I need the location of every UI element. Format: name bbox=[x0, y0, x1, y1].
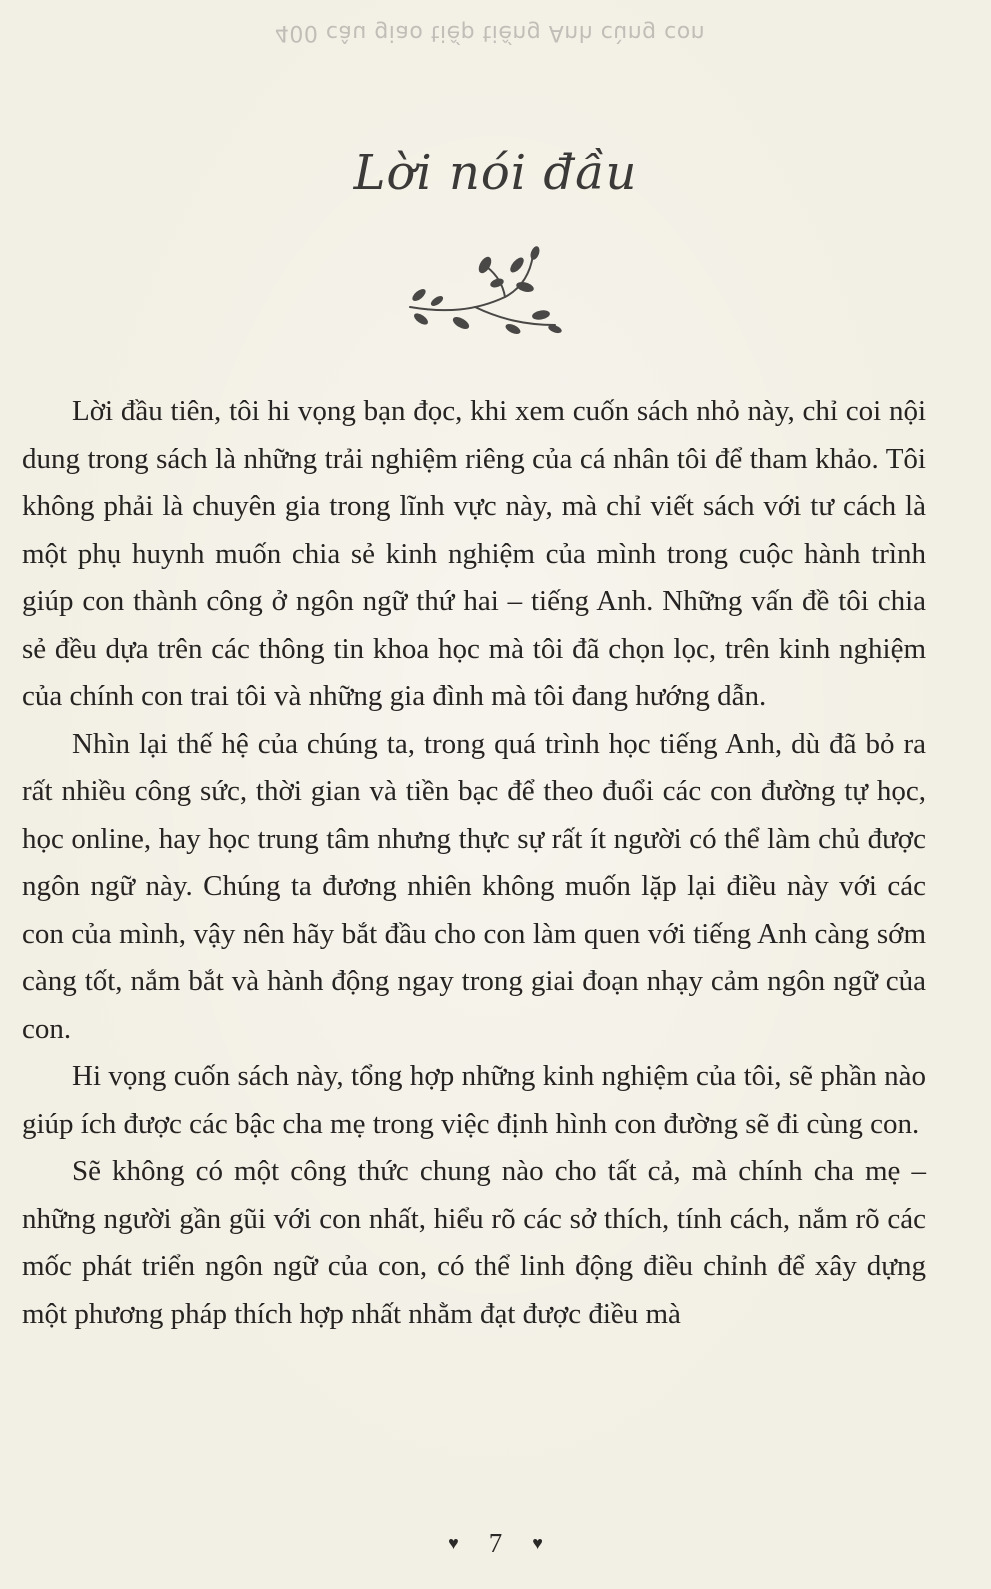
paragraph: Lời đầu tiên, tôi hi vọng bạn đọc, khi xem cuốn sách nhỏ này, chỉ coi nội dung trong sách là những trải nghiệm riêng của cá nhân tôi để tham khảo. Tôi không phải là chuyên gia trong lĩnh vực này, mà chỉ viết sách với tư cách là một phụ huynh muốn chia sẻ kinh nghiệm của mình trong cuộc hành trình giúp con thành công ở ngôn ngữ thứ hai – tiếng Anh. Những vấn đề tôi chia sẻ đều dựa trên các thông tin khoa học mà tôi đã chọn lọc, trên kinh nghiệm của chính con trai tôi và những gia đình mà tôi đang hướng dẫn. bbox=[22, 395, 926, 712]
heart-icon: ♥ bbox=[448, 1533, 459, 1554]
heart-icon: ♥ bbox=[532, 1533, 543, 1554]
leaf-branch-ornament-icon bbox=[405, 245, 565, 345]
paragraph: Nhìn lại thế hệ của chúng ta, trong quá trình học tiếng Anh, dù đã bỏ ra rất nhiều công sức, thời gian và tiền bạc để theo đuổi các con đường tự học, học online, hay học trung tâm nhưng thực sự rất ít người có thể làm chủ được ngôn ngữ này. Chúng ta đương nhiên không muốn lặp lại điều này với các con của mình, vậy nên hãy bắt đầu cho con làm quen với tiếng Anh càng sớm càng tốt, nắm bắt và hành động ngay trong giai đoạn nhạy cảm ngôn ngữ của con. bbox=[22, 727, 926, 1045]
page-title: Lời nói đầu bbox=[353, 145, 638, 201]
body-text bbox=[22, 388, 926, 1338]
paragraph: Sẽ không có một công thức chung nào cho tất cả, mà chính cha mẹ – những người gần gũi với con nhất, hiểu rõ các sở thích, tính cách, nắm rõ các mốc phát triển ngôn ngữ của con, có thể linh động điều chỉnh để xây dựng một phương pháp thích hợp nhất nhằm đạt được điều mà bbox=[22, 1155, 926, 1330]
page-footer bbox=[0, 1528, 991, 1559]
paragraph: Hi vọng cuốn sách này, tổng hợp những kinh nghiệm của tôi, sẽ phần nào giúp ích được các bậc cha mẹ trong việc định hình con đường sẽ đi cùng con. bbox=[22, 1060, 926, 1140]
running-header-bleedthrough: 400 câu giao tiếp tiếng Anh cùng con bbox=[274, 20, 706, 45]
page-number: 7 bbox=[488, 1528, 503, 1558]
